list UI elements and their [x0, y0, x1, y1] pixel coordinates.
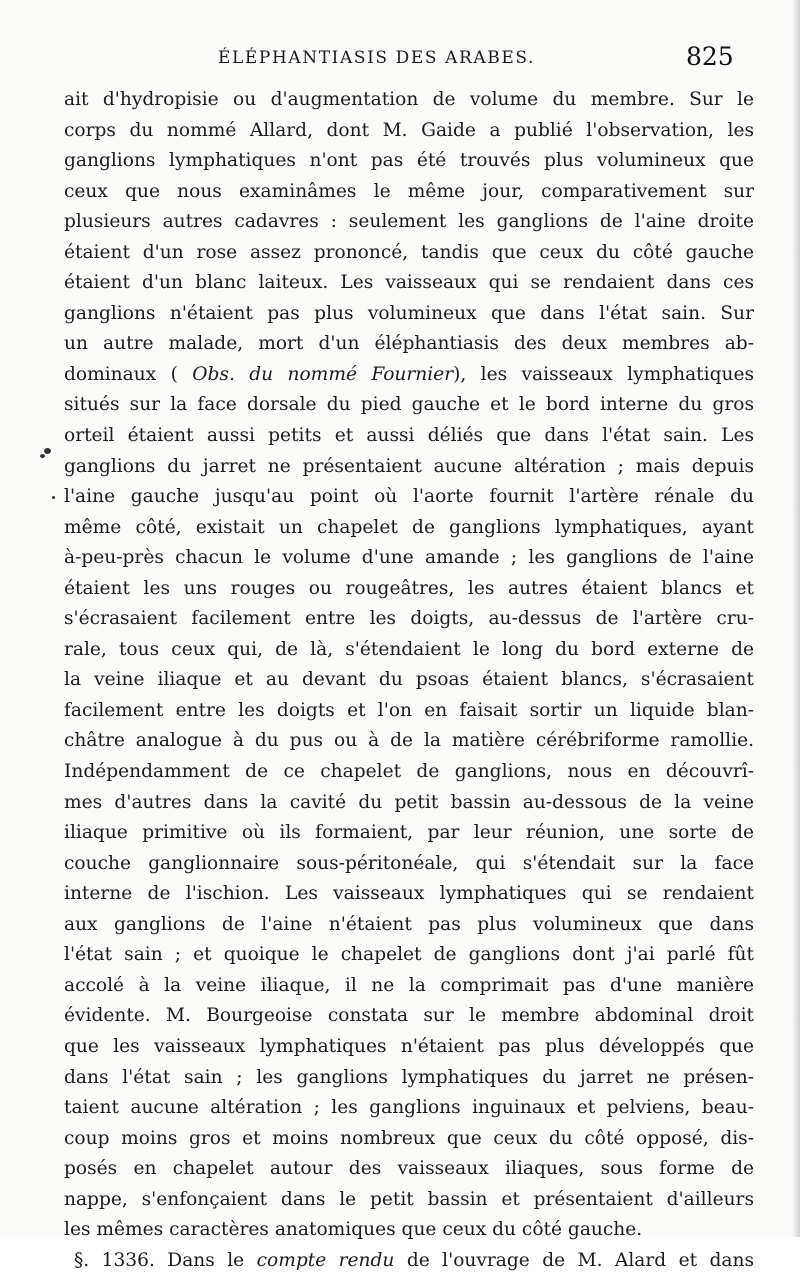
text-line: étaient les uns rouges ou rougeâtres, les autres étaient blancs et — [64, 577, 754, 599]
text-line: situés sur la face dorsale du pied gauche et le bord interne du gros — [64, 394, 754, 416]
text-line: iliaque primitive où ils formaient, par leur réunion, une sorte de — [64, 822, 754, 844]
text-line: étaient d'un rose assez prononcé, tandis que ceux du côté gauche — [64, 241, 754, 263]
running-title: ÉLÉPHANTIASIS DES ARABES. — [218, 48, 536, 68]
text-line: nappe, s'enfonçaient dans le petit bassin et présentaient d'ailleurs — [64, 1188, 754, 1210]
ink-speck — [40, 454, 45, 458]
text-line: ganglions lymphatiques n'ont pas été trouvés plus volumineux que — [64, 150, 754, 172]
text-line: couche ganglionnaire sous-péritonéale, qui s'étendait sur la face — [64, 852, 754, 874]
text-line: interne de l'ischion. Les vaisseaux lymphatiques qui se rendaient — [64, 883, 754, 905]
text-line: posés en chapelet autour des vaisseaux iliaques, sous forme de — [64, 1158, 754, 1180]
section-number: §. 1336. Dans le — [74, 1249, 257, 1271]
text-line: aux ganglions de l'aine n'étaient pas plus volumineux que dans — [64, 913, 754, 935]
text-line: que les vaisseaux lymphatiques n'étaient pas plus développés que — [64, 1035, 754, 1057]
text-line: l'aine gauche jusqu'au point où l'aorte fournit l'artère rénale du — [64, 486, 754, 508]
text-line-with-citation — [64, 360, 754, 391]
text-line: Indépendamment de ce chapelet de ganglions, nous en découvrî- — [64, 761, 754, 783]
paragraph-end-line: les mêmes caractères anatomiques que ceux du côté gauche. — [64, 1219, 643, 1241]
text-line: corps du nommé Allard, dont M. Gaide a publié l'observation, les — [64, 119, 754, 141]
text-line: châtre analogue à du pus ou à de la matière cérébriforme ramollie. — [64, 730, 754, 752]
text-line: accolé à la veine iliaque, il ne la comprimait pas d'une manière — [64, 974, 754, 996]
ink-speck — [44, 448, 51, 454]
text-line: ganglions n'étaient pas plus volumineux que dans l'état sain. Sur — [64, 302, 754, 324]
text-line: même côté, existait un chapelet de ganglions lymphatiques, ayant — [64, 516, 754, 538]
text-line: orteil étaient aussi petits et aussi déliés que dans l'état sain. Les — [64, 425, 754, 447]
text-line: évidente. M. Bourgeoise constata sur le membre abdominal droit — [64, 1005, 754, 1027]
page-number: 825 — [686, 42, 734, 71]
ink-speck — [52, 496, 55, 499]
text-line: rale, tous ceux qui, de là, s'étendaient le long du bord externe de — [64, 638, 754, 660]
text-line: plusieurs autres cadavres : seulement les ganglions de l'aine droite — [64, 211, 754, 233]
section-line-suffix: de l'ouvrage de M. Alard et dans — [394, 1249, 754, 1271]
text-line: taient aucune altération ; les ganglions inguinaux et pelviens, beau- — [64, 1097, 754, 1119]
section-start-line — [64, 1246, 754, 1276]
text-line: l'état sain ; et quoique le chapelet de ganglions dont j'ai parlé fût — [64, 944, 754, 966]
page-header — [0, 42, 800, 78]
observation-citation: Obs. du nommé Fournier — [192, 363, 454, 385]
text-line: coup moins gros et moins nombreux que ceux du côté opposé, dis- — [64, 1127, 754, 1149]
text-line: facilement entre les doigts et l'on en faisait sortir un liquide blan- — [64, 699, 754, 721]
citation-prefix: dominaux ( — [64, 363, 193, 385]
text-line: dans l'état sain ; les ganglions lymphatiques du jarret ne présen- — [64, 1066, 754, 1088]
text-line: mes d'autres dans la cavité du petit bassin au-dessous de la veine — [64, 791, 754, 813]
text-line: la veine iliaque et au devant du psoas étaient blancs, s'écrasaient — [64, 669, 754, 691]
text-line: étaient d'un blanc laiteux. Les vaisseaux qui se rendaient dans ces — [64, 272, 754, 294]
compte-rendu-italic: compte rendu — [256, 1249, 395, 1271]
text-line: un autre malade, mort d'un éléphantiasis des deux membres ab- — [64, 333, 754, 355]
body-text — [64, 85, 754, 1276]
text-line: à-peu-près chacun le volume d'une amande ; les ganglions de l'aine — [64, 547, 754, 569]
text-line: ait d'hydropisie ou d'augmentation de volume du membre. Sur le — [64, 89, 754, 110]
citation-suffix: ), les vaisseaux lymphatiques — [453, 363, 755, 385]
text-line: s'écrasaient facilement entre les doigts, au-dessus de l'artère cru- — [64, 608, 754, 630]
page-edge-shadow — [792, 0, 800, 1237]
text-line: ganglions du jarret ne présentaient aucune altération ; mais depuis — [64, 455, 754, 477]
text-line: ceux que nous examinâmes le même jour, comparativement sur — [64, 180, 754, 202]
